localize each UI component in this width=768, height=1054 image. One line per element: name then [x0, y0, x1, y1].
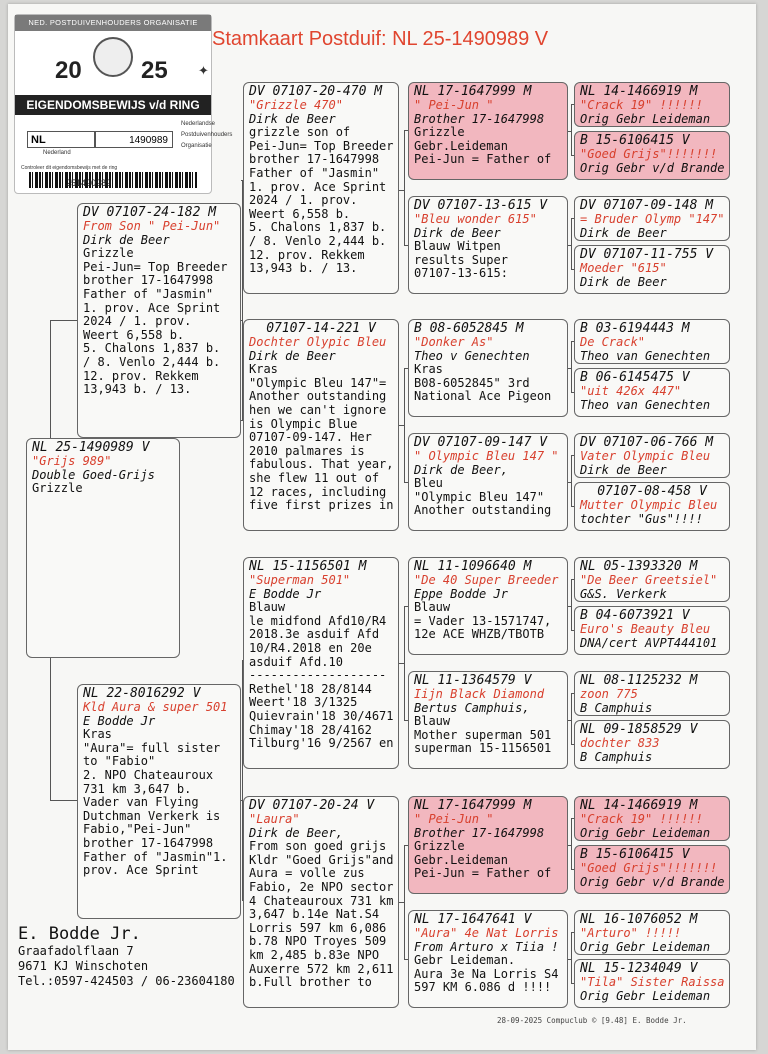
pigeon-card-ffmm	[574, 245, 730, 294]
pigeon-ring: B 15-6106415 V	[580, 133, 690, 148]
connector-line	[571, 869, 574, 870]
pigeon-info-line: 2024 / 1. prov.	[249, 193, 358, 208]
pigeon-owner: Brother 17-1647998	[414, 825, 545, 840]
pigeon-info-line: Dutchman Verkerk is	[83, 808, 221, 823]
connector-line	[571, 818, 572, 870]
connector-line	[50, 658, 51, 800]
pigeon-name: "Arturo" !!!!!	[580, 926, 682, 940]
pigeon-info-line: Vader van Flying	[83, 795, 199, 810]
pigeon-info-line: 3,647 b.14e Nat.S4	[249, 907, 380, 922]
pigeon-card-fffm	[574, 131, 730, 180]
pigeon-card-mff	[408, 557, 568, 655]
pigeon-card-mfm	[408, 671, 568, 769]
pigeon-ring: NL 05-1393320 M	[580, 559, 698, 574]
pigeon-owner: Double Goed-Grijs	[32, 467, 155, 482]
connector-line	[404, 368, 408, 369]
connector-line	[404, 245, 408, 246]
pigeon-owner: Dirk de Beer	[249, 111, 336, 126]
pigeon-info-line: 07107-09-147. Her	[249, 430, 372, 445]
pigeon-info-line: fabulous. That year,	[249, 457, 394, 472]
pigeon-info-line: Aura = volle zus	[249, 866, 365, 881]
organisation-label: NED. POSTDUIVENHOUDERS ORGANISATIE	[15, 15, 211, 31]
pigeon-name: "Tila" Sister Raissa	[580, 975, 725, 989]
pigeon-info-line: Pei-Jun= Top Breeder	[249, 138, 394, 153]
pigeon-ring: B 15-6106415 V	[580, 847, 690, 862]
pigeon-info-line: 4 Chateauroux 731 km	[249, 893, 394, 908]
pigeon-card-mfmm	[574, 720, 730, 769]
connector-line	[404, 959, 408, 960]
connector-line	[50, 320, 77, 321]
pigeon-owner: Eppe Bodde Jr	[414, 586, 508, 601]
pigeon-name: Iijn Black Diamond	[414, 687, 545, 701]
ring-ownership-card	[14, 14, 233, 194]
pigeon-ring: DV 07107-24-182 M	[83, 205, 217, 220]
pigeon-ring: NL 14-1466919 M	[580, 798, 698, 813]
connector-line	[571, 269, 574, 270]
pigeon-owner: G&S. Verkerk	[580, 586, 667, 601]
pigeon-owner: Dirk de Beer	[83, 232, 170, 247]
pigeon-info-line: Blauw	[414, 600, 451, 615]
pigeon-name: Moeder "615"	[580, 261, 667, 275]
pigeon-info-line: -------------------	[249, 668, 387, 683]
pigeon-name: "uit 426x 447"	[580, 384, 682, 398]
pigeon-owner: Theo van Genechten	[580, 397, 711, 412]
pigeon-info-line: "Aura"= full sister	[83, 740, 221, 755]
pigeon-ring: NL 09-1858529 V	[580, 722, 698, 737]
pigeon-ring: B 04-6073921 V	[580, 608, 690, 623]
pigeon-ring: DV 07107-20-470 M	[249, 84, 383, 99]
pigeon-info-line: 13,943 b. / 13.	[249, 261, 358, 276]
pigeon-ring: NL 11-1096640 M	[414, 559, 532, 574]
connector-line	[404, 606, 408, 607]
pigeon-name: "Crack 19" !!!!!!	[580, 98, 703, 112]
pigeon-ring: NL 17-1647999 M	[414, 798, 532, 813]
year-right: 25	[141, 57, 168, 84]
pigeon-name: Dochter Olypic Bleu	[249, 335, 387, 349]
pigeon-info-line: superman 15-1156501	[414, 741, 552, 756]
pigeon-owner: Orig Gebr v/d Brande	[580, 160, 725, 175]
breeder-block	[18, 924, 235, 989]
pigeon-owner: E Bodde Jr	[83, 713, 156, 728]
pigeon-info-line: km 2,485 b.83e NPO	[249, 947, 380, 962]
connector-line	[571, 341, 572, 393]
pigeon-ring: NL 17-1647641 V	[414, 912, 532, 927]
pigeon-owner: Orig Gebr Leideman	[580, 111, 711, 126]
pigeon-info-line: 12. prov. Rekkem	[249, 247, 365, 262]
pigeon-info-line: b.Full brother to	[249, 975, 372, 990]
breeder-name: E. Bodde Jr.	[18, 924, 141, 944]
pigeon-owner: Orig Gebr v/d Brande	[580, 874, 725, 889]
pigeon-info-line: grizzle son of	[249, 125, 351, 140]
pigeon-owner: Dirk de Beer	[580, 462, 667, 477]
pigeon-card-mmm	[408, 910, 568, 1008]
pigeon-info-line: Weert'18 3/1325	[249, 695, 358, 710]
pigeon-card-mf	[243, 557, 399, 769]
pigeon-ring: NL 22-8016292 V	[83, 686, 201, 701]
pigeon-card-mfff	[574, 557, 730, 602]
pigeon-info-line: Chimay'18 28/4162	[249, 722, 372, 737]
pigeon-info-line: Gebr.Leideman	[414, 138, 508, 153]
pigeon-ring: B 06-6145475 V	[580, 370, 690, 385]
pigeon-info-line: to "Fabio"	[83, 754, 156, 769]
page-title: Stamkaart Postduif: NL 25-1490989 V	[212, 28, 549, 50]
pigeon-ring: DV 07107-13-615 V	[414, 198, 548, 213]
pigeon-info-line: 12e ACE WHZB/TBOTB	[414, 627, 545, 642]
connector-line	[571, 455, 572, 507]
pigeon-owner: Brother 17-1647998	[414, 111, 545, 126]
pigeon-info-line: Grizzle	[414, 125, 465, 140]
pigeon-info-line: From son goed grijs	[249, 839, 387, 854]
pigeon-ring: DV 07107-06-766 M	[580, 435, 714, 450]
pigeon-info-line: Quievrain'18 30/4671	[249, 708, 394, 723]
pigeon-name: "Aura" 4e Nat Lorris	[414, 926, 559, 940]
connector-line	[404, 368, 405, 483]
pigeon-info-line: = Vader 13-1571747,	[414, 613, 552, 628]
pigeon-info-line: Another outstanding	[249, 389, 387, 404]
emblem-icon	[93, 37, 133, 77]
pigeon-owner: Dirk de Beer,	[249, 825, 343, 840]
pigeon-name: Euro's Beauty Bleu	[580, 622, 711, 636]
pigeon-owner: B Camphuis	[580, 700, 653, 715]
pigeon-name: dochter 833	[580, 736, 660, 750]
pigeon-info-line: 5. Chalons 1,837 b.	[83, 341, 221, 356]
pigeon-info-line: Weert 6,558 b.	[83, 327, 185, 342]
pigeon-name: zoon 775	[580, 687, 638, 701]
pigeon-card-ffm	[408, 196, 568, 294]
pigeon-card-mmfm	[574, 845, 730, 894]
pigeon-info-line: Mother superman 501	[414, 727, 552, 742]
pigeon-info-line: Blauw	[249, 600, 286, 615]
pigeon-name: From Son " Pei-Jun"	[83, 219, 221, 233]
pigeon-info-line: 1. prov. Ace Sprint	[83, 300, 221, 315]
connector-line	[404, 845, 405, 960]
pigeon-card-ffff	[574, 82, 730, 127]
pigeon-info-line: Tilburg'16 9/2567 en	[249, 736, 394, 751]
pigeon-ring: DV 07107-09-147 V	[414, 435, 548, 450]
pigeon-info-line: 2010 palmares is	[249, 443, 365, 458]
connector-line	[404, 720, 408, 721]
pigeon-info-line: Father of "Jasmin"	[83, 286, 214, 301]
connector-line	[50, 800, 77, 801]
pigeon-card-mmff	[574, 796, 730, 841]
connector-line	[571, 579, 574, 580]
pigeon-owner: From Arturo x Tiia !	[414, 939, 559, 954]
pigeon-name: Vater Olympic Bleu	[580, 449, 711, 463]
pigeon-card-ffmf	[574, 196, 730, 241]
country-code: NL	[27, 131, 95, 148]
pigeon-info-line: B08-6052845" 3rd	[414, 375, 530, 390]
pigeon-info-line: Kras	[83, 727, 112, 742]
pigeon-info-line: b.78 NPO Troyes 509	[249, 934, 387, 949]
connector-line	[404, 130, 405, 246]
connector-line	[571, 455, 574, 456]
pigeon-name: "Grijs 989"	[32, 454, 112, 468]
pigeon-owner: Dirk de Beer	[249, 348, 336, 363]
pigeon-ring: NL 15-1156501 M	[249, 559, 367, 574]
pigeon-name: "De 40 Super Breeder	[414, 573, 559, 587]
pigeon-info-line: Father of "Jasmin"	[249, 165, 380, 180]
org-line: Postduivenhouders	[181, 132, 233, 138]
dove-icon: ✦	[198, 63, 209, 78]
country-sub: Nederland	[43, 150, 71, 156]
pigeon-card-fmmf	[574, 433, 730, 478]
pigeon-info-line: Lorris 597 km 6,086	[249, 920, 387, 935]
ownership-label: EIGENDOMSBEWIJS v/d RING	[15, 95, 211, 115]
pigeon-info-line: 10/R4.2018 en 20e	[249, 640, 372, 655]
pigeon-info-line: Pei-Jun = Father of	[414, 152, 552, 167]
pigeon-info-line: Bleu	[414, 476, 443, 491]
barcode	[29, 172, 197, 188]
pigeon-info-line: Fabio,"Pei-Jun"	[83, 822, 192, 837]
pigeon-ring: NL 16-1076052 M	[580, 912, 698, 927]
pigeon-card-fmmm	[574, 482, 730, 531]
connector-line	[404, 845, 408, 846]
pigeon-info-line: 2. NPO Chateauroux	[83, 767, 214, 782]
connector-line	[571, 630, 574, 631]
pigeon-info-line: Grizzle	[83, 246, 134, 261]
pigeon-card-mm	[243, 796, 399, 1008]
pigeon-owner: DNA/cert AVPT444101	[580, 635, 718, 650]
breeder-address: Graafadolflaan 7	[18, 944, 134, 958]
pigeon-owner: E Bodde Jr	[249, 586, 322, 601]
pigeon-info-line: Blauw	[414, 714, 451, 729]
pigeon-card-mmmf	[574, 910, 730, 955]
pigeon-info-line: Grizzle	[414, 839, 465, 854]
pigeon-owner: Dirk de Beer,	[414, 462, 508, 477]
pigeon-ring: NL 11-1364579 V	[414, 673, 532, 688]
connector-line	[571, 104, 574, 105]
pigeon-info-line: 07107-13-615:	[414, 266, 508, 281]
pigeon-name: "Laura"	[249, 812, 300, 826]
pigeon-info-line: Pei-Jun = Father of	[414, 866, 552, 881]
pigeon-info-line: Auxerre 572 km 2,611	[249, 961, 394, 976]
connector-line	[571, 932, 574, 933]
pigeon-info-line: 2024 / 1. prov.	[83, 314, 192, 329]
pigeon-info-line: Gebr Leideman.	[414, 953, 516, 968]
pigeon-info-line: Father of "Jasmin"1.	[83, 849, 228, 864]
org-lines	[181, 119, 232, 152]
pigeon-info-line: brother 17-1647998	[249, 152, 380, 167]
pigeon-name: " Olympic Bleu 147 "	[414, 449, 559, 463]
connector-line	[241, 420, 243, 421]
connector-line	[241, 180, 243, 181]
pigeon-info-line: / 8. Venlo 2,444 b.	[249, 233, 387, 248]
pigeon-info-line: brother 17-1647998	[83, 273, 214, 288]
pigeon-info-line: 12 races, including	[249, 484, 387, 499]
pigeon-info-line: Aura 3e Na Lorris S4	[414, 966, 559, 981]
connector-line	[404, 130, 408, 131]
connector-line	[571, 392, 574, 393]
pigeon-name: "Grizzle 470"	[249, 98, 343, 112]
pigeon-info-line: / 8. Venlo 2,444 b.	[83, 354, 221, 369]
pigeon-card-mfmf	[574, 671, 730, 716]
pigeon-info-line: Grizzle	[32, 481, 83, 496]
pigeon-info-line: results Super	[414, 252, 508, 267]
pigeon-info-line: 13,943 b. / 13.	[83, 382, 192, 397]
connector-line	[571, 693, 574, 694]
pigeon-ring: 07107-14-221 V	[266, 321, 376, 336]
breeder-phone: Tel.:0597-424503 / 06-23604180	[18, 974, 235, 988]
pigeon-info-line: 12. prov. Rekkem	[83, 368, 199, 383]
pigeon-info-line: 5. Chalons 1,837 b.	[249, 220, 387, 235]
pigeon-ring: NL 15-1234049 V	[580, 961, 698, 976]
pigeon-owner: Dirk de Beer	[580, 274, 667, 289]
pigeon-owner: Orig Gebr Leideman	[580, 939, 711, 954]
pigeon-name: Kld Aura & super 501	[83, 700, 228, 714]
pigeon-ring: 07107-08-458 V	[597, 484, 707, 499]
pigeon-card-m	[77, 684, 241, 919]
pigeon-info-line: Weert 6,558 b.	[249, 206, 351, 221]
pigeon-name: "Crack 19" !!!!!!	[580, 812, 703, 826]
connector-line	[571, 155, 574, 156]
pigeon-owner: B Camphuis	[580, 749, 653, 764]
pigeon-ring: NL 14-1466919 M	[580, 84, 698, 99]
connector-line	[571, 818, 574, 819]
year-left: 20	[55, 57, 82, 84]
pigeon-info-line: Gebr.Leideman	[414, 852, 508, 867]
pigeon-info-line: she flew 11 out of	[249, 470, 380, 485]
pigeon-name: " Pei-Jun "	[414, 812, 494, 826]
connector-line	[571, 693, 572, 745]
pigeon-info-line: five first prizes in	[249, 498, 394, 513]
pigeon-info-line: is Olympic Blue	[249, 416, 358, 431]
pigeon-card-fmf	[408, 319, 568, 417]
connector-line	[571, 506, 574, 507]
pigeon-card-f	[77, 203, 241, 438]
connector-line	[242, 900, 243, 901]
breeder-city: 9671 KJ Winschoten	[18, 959, 149, 973]
pigeon-name: "Goed Grijs"!!!!!!!	[580, 147, 718, 161]
connector-line	[571, 218, 572, 270]
pigeon-card-fm	[243, 319, 399, 531]
connector-line	[50, 320, 51, 438]
pigeon-info-line: "Olympic Bleu 147"	[414, 489, 545, 504]
pigeon-owner: Bertus Camphuis,	[414, 700, 530, 715]
connector-line	[242, 660, 243, 661]
barcode-number: 251490989	[66, 178, 112, 188]
connector-line	[571, 983, 574, 984]
pigeon-ring: NL 25-1490989 V	[32, 440, 150, 455]
pigeon-ring: DV 07107-20-24 V	[249, 798, 375, 813]
pigeon-ring: NL 08-1125232 M	[580, 673, 698, 688]
control-text: Controleer dit eigendomsbewijs met de ring	[21, 165, 118, 171]
pigeon-info-line: Pei-Jun= Top Breeder	[83, 259, 228, 274]
pigeon-name: " Pei-Jun "	[414, 98, 494, 112]
pigeon-name: = Bruder Olymp "147"	[580, 212, 725, 226]
pigeon-info-line: Kldr "Goed Grijs"and	[249, 852, 394, 867]
pigeon-info-line: hen we can't ignore	[249, 402, 387, 417]
pigeon-card-mmmm	[574, 959, 730, 1008]
pigeon-info-line: Blauw Witpen	[414, 239, 501, 254]
pigeon-info-line: 1. prov. Ace Sprint	[249, 179, 387, 194]
pigeon-ring: DV 07107-09-148 M	[580, 198, 714, 213]
pigeon-ring: B 08-6052845 M	[414, 321, 524, 336]
pigeon-info-line: Another outstanding	[414, 503, 552, 518]
connector-line	[242, 660, 243, 901]
pigeon-name: "De Beer Greetsiel"	[580, 573, 718, 587]
pigeon-card-fmm	[408, 433, 568, 531]
pigeon-info-line: National Ace Pigeon	[414, 389, 552, 404]
connector-line	[571, 341, 574, 342]
pigeon-card-mmf	[408, 796, 568, 894]
ring-number: 1490989	[95, 131, 173, 148]
connector-line	[571, 579, 572, 631]
connector-line	[571, 218, 574, 219]
pigeon-name: "Superman 501"	[249, 573, 351, 587]
pigeon-owner: Dirk de Beer	[414, 225, 501, 240]
pigeon-info-line: "Olympic Bleu 147"=	[249, 375, 387, 390]
pigeon-name: Mutter Olympic Bleu	[580, 498, 718, 512]
pigeon-card-subject	[26, 438, 180, 658]
pigeon-info-line: Kras	[414, 362, 443, 377]
pigeon-name: "Donker As"	[414, 335, 494, 349]
pigeon-owner: Theo v Genechten	[414, 348, 530, 363]
pigeon-owner: tochter "Gus"!!!!	[580, 511, 703, 526]
pigeon-owner: Orig Gebr Leideman	[580, 988, 711, 1003]
pigeon-info-line: Kras	[249, 362, 278, 377]
pigeon-card-fmff	[574, 319, 730, 364]
pigeon-ring: NL 17-1647999 M	[414, 84, 532, 99]
pigeon-info-line: 597 KM 6.086 d !!!!	[414, 980, 552, 995]
connector-line	[571, 104, 572, 156]
pigeon-name: "Goed Grijs"!!!!!!!	[580, 861, 718, 875]
org-line: Nederlandse	[181, 121, 216, 127]
pigeon-card-fmfm	[574, 368, 730, 417]
connector-line	[571, 744, 574, 745]
footer: 28-09-2025 Compuclub © [9.48] E. Bodde Jr.	[497, 1016, 687, 1025]
pigeon-card-mffm	[574, 606, 730, 655]
pigeon-ring: B 03-6194443 M	[580, 321, 690, 336]
pigeon-owner: Dirk de Beer	[580, 225, 667, 240]
pigeon-card-ff	[243, 82, 399, 294]
pigeon-name: "Bleu wonder 615"	[414, 212, 537, 226]
pigeon-info-line: Rethel'18 28/8144	[249, 681, 372, 696]
pigeon-ring: DV 07107-11-755 V	[580, 247, 714, 262]
pigeon-name: De Crack"	[580, 335, 646, 349]
connector-line	[404, 482, 408, 483]
pigeon-card-fff	[408, 82, 568, 180]
pigeon-info-line: 731 km 3,647 b.	[83, 781, 192, 796]
pigeon-info-line: Fabio, 2e NPO sector	[249, 879, 394, 894]
pigeon-info-line: brother 17-1647998	[83, 835, 214, 850]
pigeon-info-line: le midfond Afd10/R4	[249, 613, 387, 628]
connector-line	[404, 606, 405, 721]
connector-line	[242, 180, 243, 421]
pigeon-info-line: prov. Ace Sprint	[83, 863, 199, 878]
pigeon-owner: Theo van Genechten	[580, 348, 711, 363]
pigeon-info-line: 2018.3e asduif Afd	[249, 627, 380, 642]
connector-line	[571, 932, 572, 984]
pigeon-owner: Orig Gebr Leideman	[580, 825, 711, 840]
org-line: Organisatie	[181, 143, 212, 149]
pigeon-info-line: asduif Afd.10	[249, 654, 343, 669]
